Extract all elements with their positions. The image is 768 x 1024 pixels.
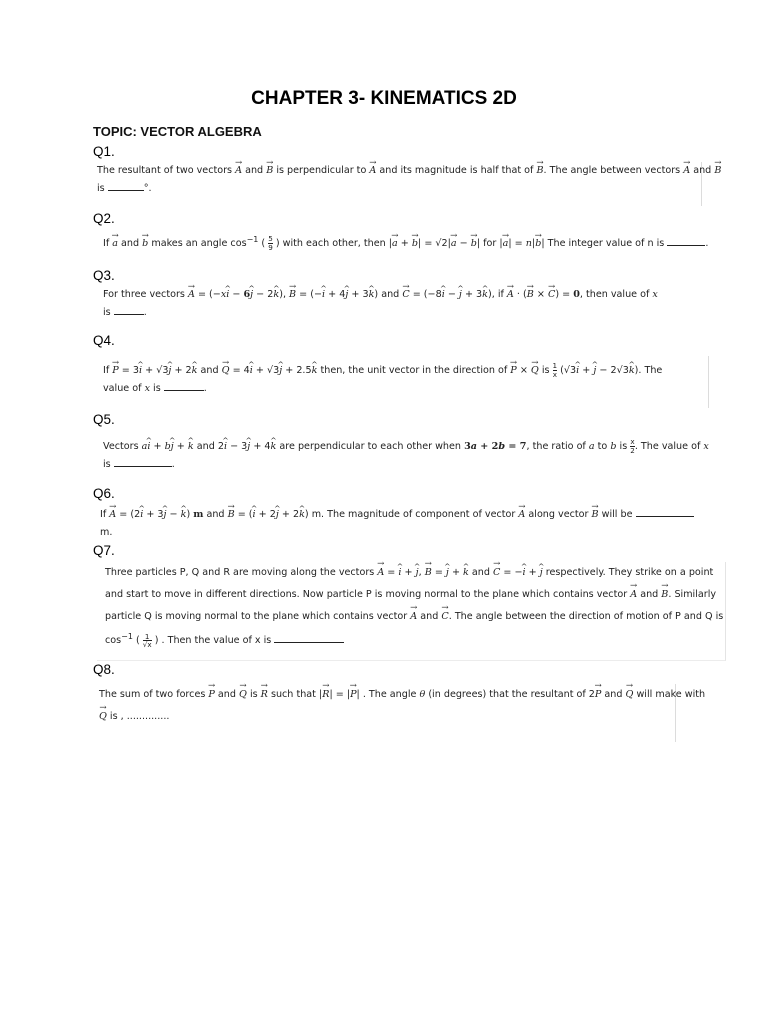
question-label: Q2. [93, 211, 115, 226]
question-label: Q4. [93, 333, 115, 348]
question-1-body: The resultant of two vectors → A and → B is perpendicular to → A and its magnitude is half that of → B. The angle between vectors → A and → B is °. [97, 162, 702, 206]
question-7-body: Three particles P, Q and R are moving along the vectors → A = ^ i + ^ j, → B = ^ j + ^ k and → C = −^ i + ^ j respectively. They strike on a point and start to move in different directions. Now particle P is moving normal to the plane which contains vector → A and → B. Similarly particle Q is moving normal to the plane which contains vector → A and → C. The angle between the direction of motion of P and Q is $\cos^{-1}$ ( $\frac{1}{√x}$ ) . Then the value of x is [97, 562, 726, 661]
question-4-body: If → P = 3^ i + √3^ j + 2^ k and → Q = 4^ i + √3^ j + 2.5^ k then, the unit vector in the direction of → P × → Q is $\frac{1}{x}$ (√3^ i + ^ j − 2√3^ k). The value of x is . [103, 356, 709, 408]
question-label: Q6. [93, 486, 115, 501]
question-label: Q8. [93, 662, 115, 677]
question-label: Q3. [93, 268, 115, 283]
question-label: Q5. [93, 412, 115, 427]
question-5-body: Vectors a^ i + b^ j + ^ k and 2^ i − 3^ j + 4^ k are perpendicular to each other when 3a + 2b = 7, the ratio of a to b is $\frac{x}{2}$ . The value of x is . [103, 438, 753, 478]
topic-heading: TOPIC: VECTOR ALGEBRA [93, 124, 262, 139]
question-2-body: If → a and → b makes an angle $\cos^{-1}$ ( $\frac{5}{9}$ ) with each other, then |→ a + → b| = √2|→ a − → b| for |→ a| = n|→ b| The integer value of n is . [103, 232, 733, 254]
question-3-body: For three vectors → A = (−x^ i − 6^ j − 2^ k), → B = (−^ i + 4^ j + 3^ k) and → C = (−8^ i − ^ j + 3^ k), if → A · (→ B × → C) = 0, then value of x is . [103, 286, 753, 326]
question-label: Q7. [93, 543, 115, 558]
question-6-body: If → A = (2^ i + 3^ j − ^ k) m and → B = (^ i + 2^ j + 2^ k) m. The magnitude of component of vector → A along vector → B will be m. [100, 506, 740, 542]
question-8-body: The sum of two forces → P and → Q is → R such that |→ R| = |→ P| . The angle θ (in degrees) that the resultant of 2→ P and → Q will make with → Q is , .............. [97, 684, 676, 742]
question-label: Q1. [93, 144, 115, 159]
page-title: CHAPTER 3- KINEMATICS 2D [251, 88, 517, 109]
